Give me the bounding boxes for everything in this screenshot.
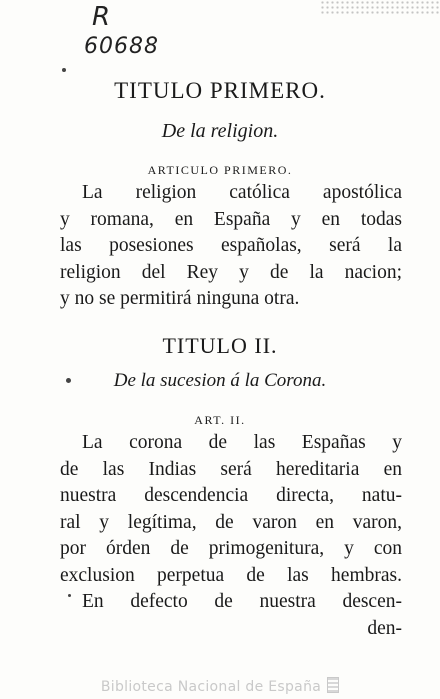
paragraph-line: por órden de primogenitura, y con [60, 538, 402, 559]
paragraph-line: y no se permitirá ninguna otra. [60, 288, 300, 309]
section-2-article-heading: ART. II. [194, 413, 246, 427]
library-watermark [0, 677, 440, 695]
section-1-article-heading: ARTICULO PRIMERO. [147, 163, 293, 177]
paragraph-line: La religion católica apostólica [82, 182, 402, 203]
paragraph-line: ral y legítima, de varon en varon, [60, 511, 402, 533]
section-1-paragraph [60, 180, 402, 313]
library-logo-icon [327, 677, 339, 693]
margin-speck [66, 378, 71, 383]
margin-speck [62, 68, 66, 72]
section-1-title: TITULO PRIMERO. [114, 78, 326, 103]
margin-speck [68, 594, 71, 597]
section-1-subtitle: De la religion. [161, 120, 279, 142]
watermark-text: Biblioteca Nacional de España [100, 679, 322, 695]
shelfmark-number: 60688 [84, 34, 159, 59]
paragraph-line: de las Indias será hereditaria en [60, 458, 402, 480]
paragraph-line: las posesiones españolas, será la [60, 235, 402, 256]
paragraph-line: y romana, en España y en todas [60, 208, 402, 230]
paragraph-line: exclusion perpetua de las hembras. [60, 564, 402, 586]
paragraph-line: En defecto de nuestra descen- [82, 591, 402, 612]
print-speckle [320, 0, 440, 14]
section-2-title: TITULO II. [162, 333, 278, 358]
catchword: den- [367, 617, 402, 639]
section-2-paragraph [60, 430, 402, 642]
paragraph-line: La corona de las Españas y [82, 432, 402, 453]
shelfmark-letter: R [92, 2, 112, 32]
section-2-subtitle: De la sucesion á la Corona. [113, 370, 327, 391]
paragraph-line: nuestra descendencia directa, natu- [60, 485, 402, 506]
paragraph-line: religion del Rey y de la nacion; [60, 261, 402, 283]
